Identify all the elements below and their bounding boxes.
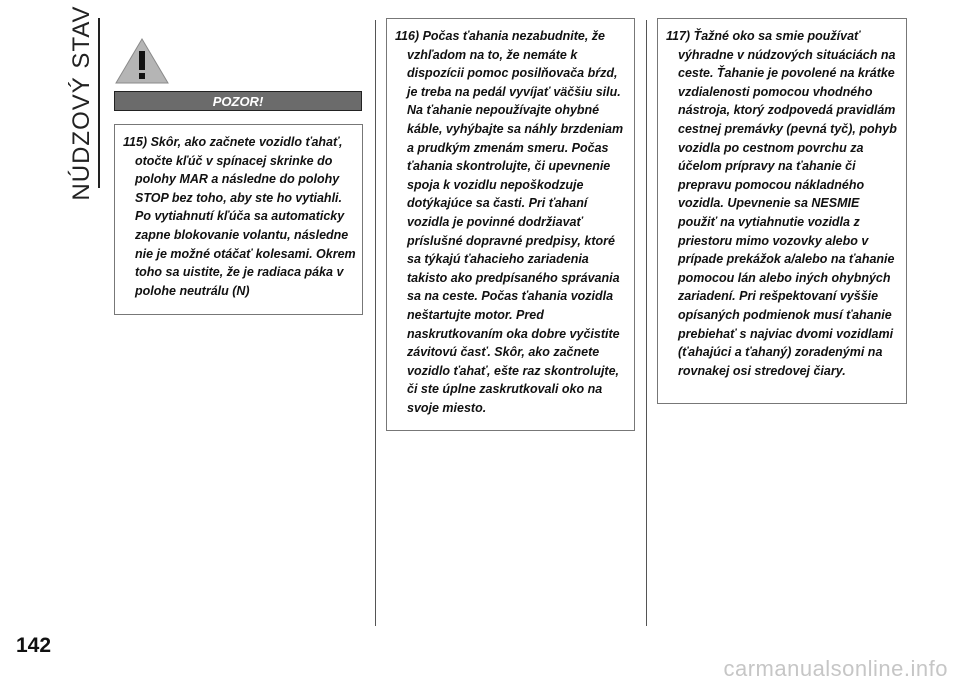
column-divider-right [646, 20, 647, 626]
note-text-116: 116) Počas ťahania nezabudnite, že vzhľadom na to, že nemáte k dispozícii pomoc posilňovača bŕzd, je treba na pedál vyvíjať väčšiu silu. Na ťahanie nepoužívajte ohybné káble, vyhýbajte sa náhly brzdeniam a prudkým zmenám smeru. Počas ťahania skontrolujte, či upevnenie spoja k vozidlu nepoškodzuje dotýkajúce sa časti. Pri ťahaní vozidla je povinné dodržiavať príslušné dopravné predpisy, ktoré sa týkajú ťahacieho zariadenia takisto ako predpísaného správania sa na ceste. Počas ťahania vozidla neštartujte motor. Pred naskrutkovaním oka dobre vyčistite závitovú časť. Skôr, ako začnete vozidlo ťahať, ešte raz skontrolujte, či ste úplne zaskrutkovali oko na svoje miesto. [395, 29, 624, 415]
page-number: 142 [16, 634, 52, 657]
warning-banner-title: POZOR! [114, 91, 362, 111]
note-box-116 [386, 18, 635, 431]
section-tab [64, 5, 104, 201]
note-box-117 [657, 18, 907, 404]
column-divider-left [375, 20, 376, 626]
watermark: carmanualsonline.info [723, 656, 948, 681]
section-title: NÚDZOVÝ STAV [68, 5, 95, 201]
note-box-115 [114, 124, 363, 315]
section-tab-rule [98, 18, 100, 188]
note-text-117: 117) Ťažné oko sa smie používať výhradne v núdzových situáciách na ceste. Ťahanie je povolené na krátke vzdialenosti pomocou vhodného nástroja, ktorý zodpovedá pravidlám cestnej premávky (pevná tyč), pohyb vozidla po cestnom povrchu za účelom prípravy na ťahanie či prepravu pomocou nákladného vozidla. Upevnenie sa NESMIE použiť na vytiahnutie vozidla z priestoru mimo vozovky alebo v prípade prekážok a/alebo na ťahanie pomocou lán alebo iných ohybných zariadení. Pri rešpektovaní vyššie opísaných podmienok musí ťahanie prebiehať s najviac dvomi vozidlami (ťahajúci a ťahaný) zoradenými na rovnakej osi stredovej čiary. [666, 29, 897, 378]
warning-triangle-icon [114, 36, 170, 86]
note-text-115: 115) Skôr, ako začnete vozidlo ťahať, otočte kľúč v spínacej skrinke do polohy MAR a následne do polohy STOP bez toho, aby ste ho vytiahli. Po vytiahnutí kľúča sa automaticky zapne blokovanie volantu, následne nie je možné otáčať kolesami. Okrem toho sa uistite, že je radiaca páka v polohe neutrálu (N) [123, 135, 356, 298]
